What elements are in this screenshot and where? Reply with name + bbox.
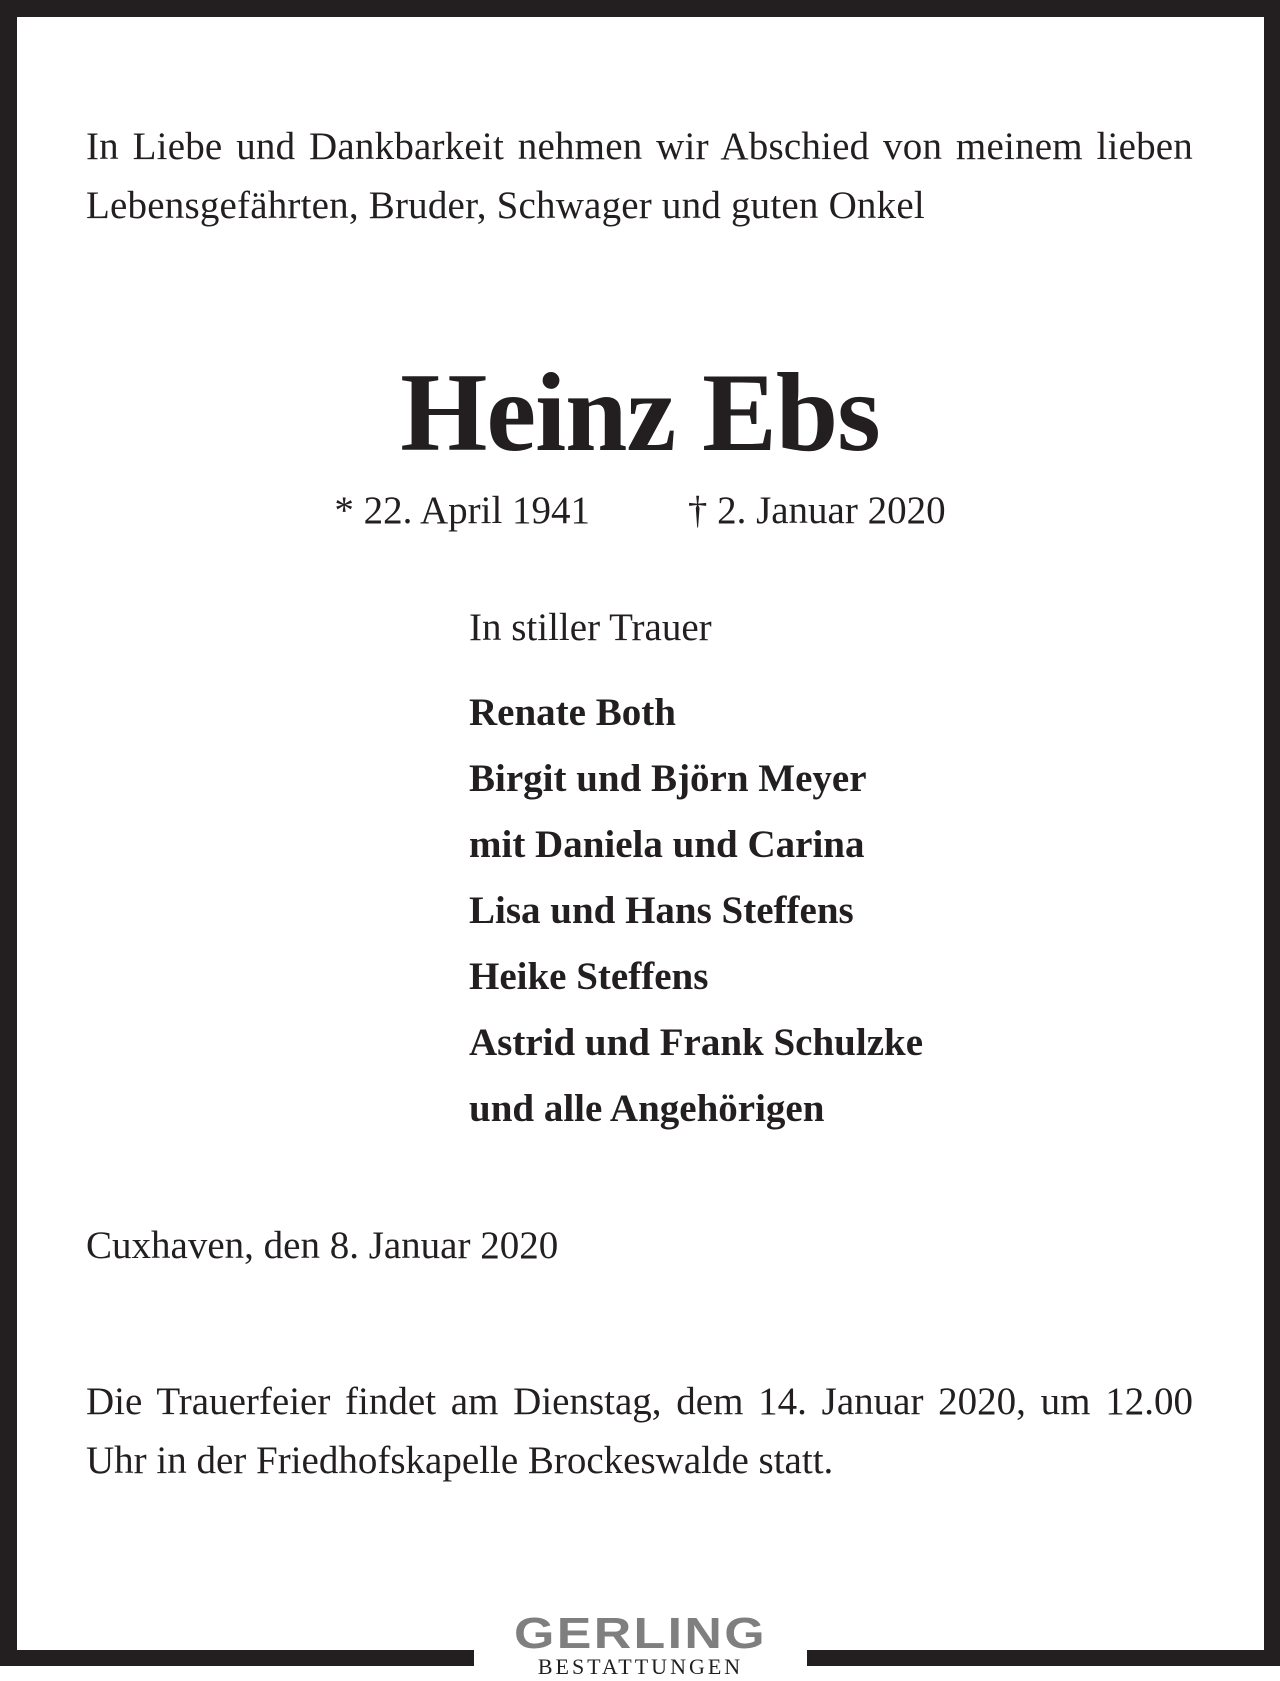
deceased-name: Heinz Ebs [400,351,880,475]
mourner: mit Daniela und Carina [469,823,865,866]
place-and-date: Cuxhaven, den 8. Januar 2020 [86,1224,559,1267]
mourner: Birgit und Björn Meyer [469,757,867,800]
life-dates [0,486,1280,536]
mourner: Heike Steffens [469,955,709,998]
mourner: und alle Angehörigen [469,1087,825,1130]
frame-bottom-bar-left [0,1650,474,1666]
mourner: Renate Both [469,691,676,734]
frame-bottom-bar-right [807,1650,1280,1666]
logo-name: GERLING [513,1609,768,1658]
mourner: Astrid und Frank Schulzke [469,1021,924,1064]
mourner: Lisa und Hans Steffens [469,889,854,932]
death-date: † 2. Januar 2020 [687,489,946,532]
intro-text: In Liebe und Dankbarkeit nehmen wir Abschied von meinem lieben Lebensgefährten, Bruder, Schwager und guten Onkel [86,125,1193,227]
funeral-info: Die Trauerfeier findet am Dienstag, dem 14. Januar 2020, um 12.00 Uhr in der Friedhofskapelle Brockeswalde statt. [86,1380,1193,1482]
mourning-title: In stiller Trauer [469,606,712,649]
birth-date: * 22. April 1941 [334,489,591,532]
logo-subtitle: BESTATTUNGEN [537,1654,744,1679]
mourners-list [469,680,923,1142]
funeral-home-logo [474,1609,807,1680]
